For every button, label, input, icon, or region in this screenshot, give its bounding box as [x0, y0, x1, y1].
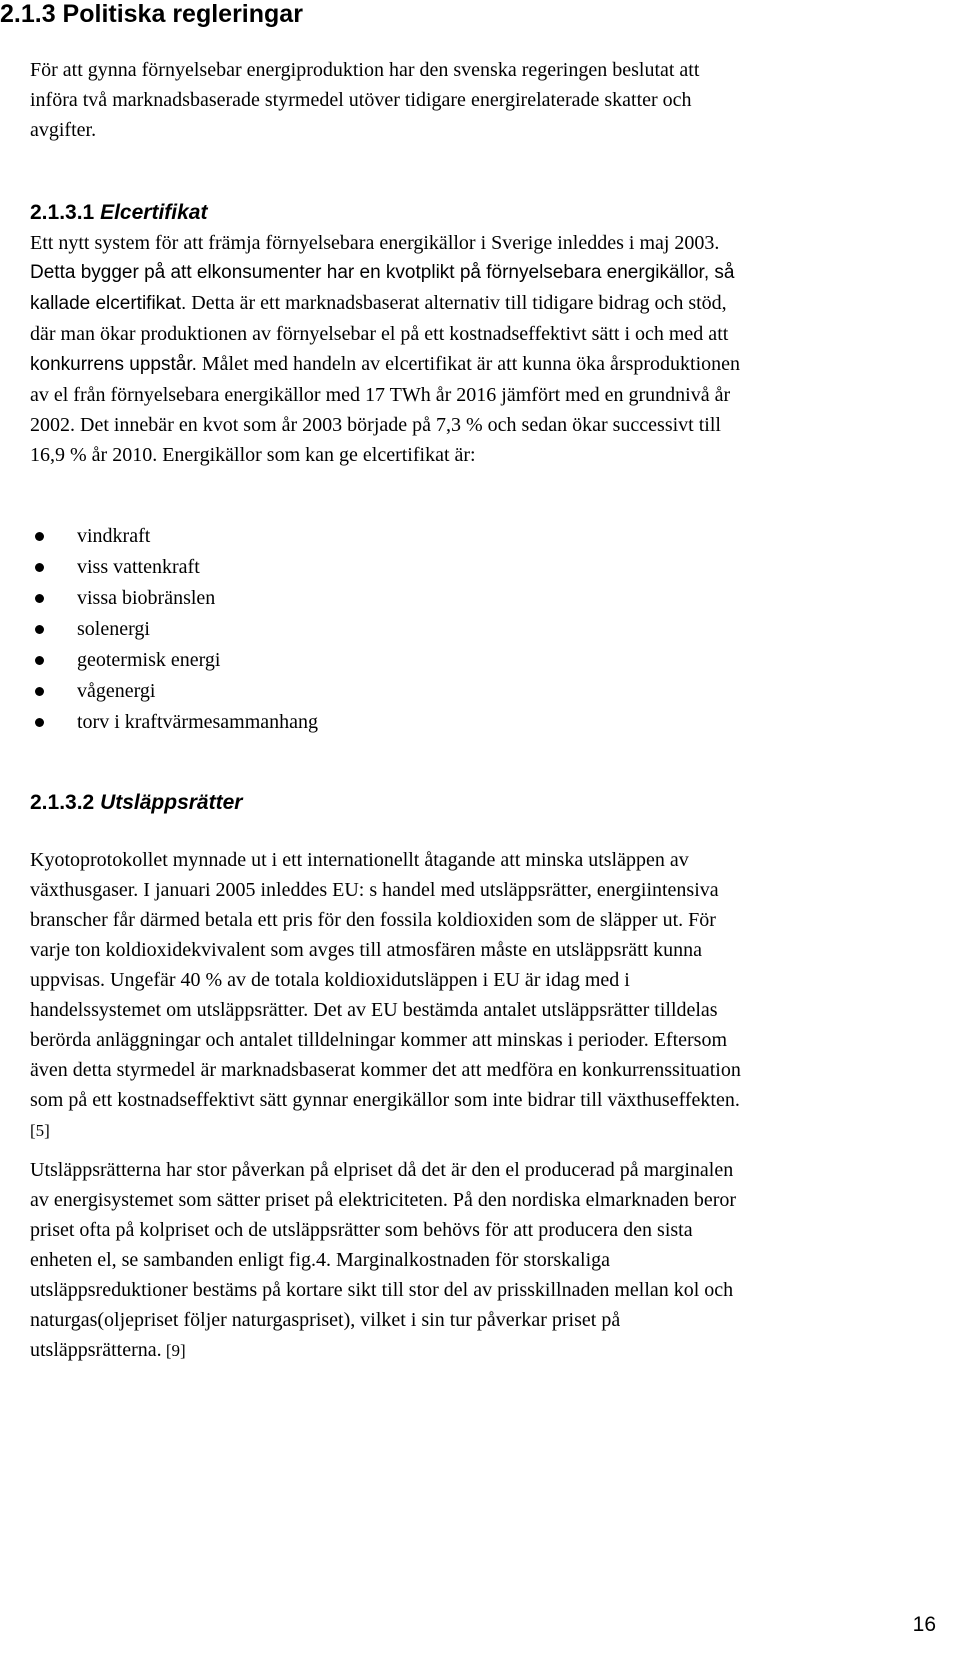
utslappsratter-paragraph-2	[30, 1155, 950, 1366]
subsection-number: 2.1.3.1	[30, 201, 95, 224]
utslappsratter-paragraph-1	[30, 845, 950, 1146]
text-fragment: Målet med handeln av elcertifikat är att kunna öka årsproduktionen	[196, 353, 741, 375]
text-line: Kyotoprotokollet mynnade ut i ett internationellt åtagande att minska utsläppen av	[30, 849, 689, 871]
subsection-title: Utsläppsrätter	[100, 791, 243, 814]
text-fragment: Detta är ett marknadsbaserat alternativ till tidigare bidrag och stöd,	[186, 292, 727, 314]
bullet-icon	[35, 718, 44, 727]
text-line: även detta styrmedel är marknadsbaserat kommer det att medföra en konkurrenssituation	[30, 1059, 741, 1081]
text-line: av energisystemet som sätter priset på elektriciteten. På den nordiska elmarknaden beror	[30, 1189, 737, 1211]
list-item	[35, 707, 318, 738]
text-line: 2002. Det innebär en kvot som år 2003 började på 7,3 % och sedan ökar successivt till	[30, 414, 721, 436]
text-line: uppvisas. Ungefär 40 % av de totala koldioxidutsläppen i EU är idag med i	[30, 969, 630, 991]
page-number: 16	[912, 1613, 936, 1636]
text-line: berörda anläggningar och antalet tilldelningar kommer att minskas i perioder. Eftersom	[30, 1029, 728, 1051]
text-fragment: utsläppsrätterna.	[30, 1339, 162, 1361]
text-line: avgifter.	[30, 119, 97, 141]
bullet-icon	[35, 625, 44, 634]
text-line: där man ökar produktionen av förnyelsebar el på ett kostnadseffektivt sätt i och med att	[30, 323, 729, 345]
list-item	[35, 676, 318, 707]
text-line: priset ofta på kolpriset och de utsläppsrätter som behövs för att producera den sista	[30, 1219, 693, 1241]
text-line: införa två marknadsbaserade styrmedel utöver tidigare energirelaterade skatter och	[30, 89, 692, 111]
subsection-heading-utslappsratter	[30, 790, 242, 816]
reference-citation: [5]	[30, 1121, 50, 1140]
list-item-text: vissa biobränslen	[77, 587, 216, 609]
list-item-text: solenergi	[77, 618, 150, 640]
list-item-text: vindkraft	[77, 525, 151, 547]
text-line: branscher får därmed betala ett pris för den fossila koldioxiden som de släpper ut. För	[30, 909, 716, 931]
list-item	[35, 521, 318, 552]
text-line: För att gynna förnyelsebar energiproduktion har den svenska regeringen beslutat att	[30, 59, 700, 81]
text-line: av el från förnyelsebara energikällor med 17 TWh år 2016 jämfört med en grundnivå år	[30, 384, 731, 406]
list-item-text: viss vattenkraft	[77, 556, 200, 578]
section-heading: 2.1.3 Politiska regleringar	[0, 0, 303, 28]
text-fragment: kallade elcertifikat.	[30, 293, 187, 314]
text-line: utsläppsreduktioner bestäms på kortare sikt till stor del av prisskillnaden mellan kol och	[30, 1279, 734, 1301]
text-line: Detta bygger på att elkonsumenter har en kvotplikt på förnyelsebara energikällor, så	[30, 262, 735, 283]
energy-source-list	[35, 521, 318, 738]
bullet-icon	[35, 656, 44, 665]
subsection-title: Elcertifikat	[100, 201, 208, 224]
text-line: som på ett kostnadseffektivt sätt gynnar energikällor som inte bidrar till växthuseffekten.	[30, 1089, 740, 1111]
text-line: varje ton koldioxidekvivalent som avges till atmosfären måste en utsläppsrätt kunna	[30, 939, 703, 961]
text-line: Ett nytt system för att främja förnyelsebara energikällor i Sverige inleddes i maj 2003.	[30, 232, 720, 254]
list-item	[35, 552, 318, 583]
subsection-heading-elcertifikat	[30, 200, 207, 226]
bullet-icon	[35, 532, 44, 541]
bullet-icon	[35, 594, 44, 603]
text-line: enheten el, se sambanden enligt fig.4. Marginalkostnaden för storskaliga	[30, 1249, 611, 1271]
list-item-text: torv i kraftvärmesammanhang	[77, 711, 319, 733]
elcertifikat-paragraph	[30, 228, 950, 470]
text-line: handelssystemet om utsläppsrätter. Det av EU bestämda antalet utsläppsrätter tilldelas	[30, 999, 718, 1021]
list-item	[35, 583, 318, 614]
text-line: naturgas(oljepriset följer naturgaspriset), vilket i sin tur påverkar priset på	[30, 1309, 621, 1331]
subsection-number: 2.1.3.2	[30, 791, 95, 814]
list-item	[35, 645, 318, 676]
bullet-icon	[35, 687, 44, 696]
list-item	[35, 614, 318, 645]
reference-citation: [9]	[161, 1341, 186, 1360]
bullet-icon	[35, 563, 44, 572]
text-line: Utsläppsrätterna har stor påverkan på elpriset då det är den el producerad på marginalen	[30, 1159, 734, 1181]
text-fragment: konkurrens uppstår.	[30, 354, 197, 375]
text-line: 16,9 % år 2010. Energikällor som kan ge elcertifikat är:	[30, 444, 476, 466]
list-item-text: geotermisk energi	[77, 649, 221, 671]
intro-paragraph	[30, 55, 950, 145]
text-line: växthusgaser. I januari 2005 inleddes EU: s handel med utsläppsrätter, energiintensiva	[30, 879, 719, 901]
list-item-text: vågenergi	[77, 680, 156, 702]
